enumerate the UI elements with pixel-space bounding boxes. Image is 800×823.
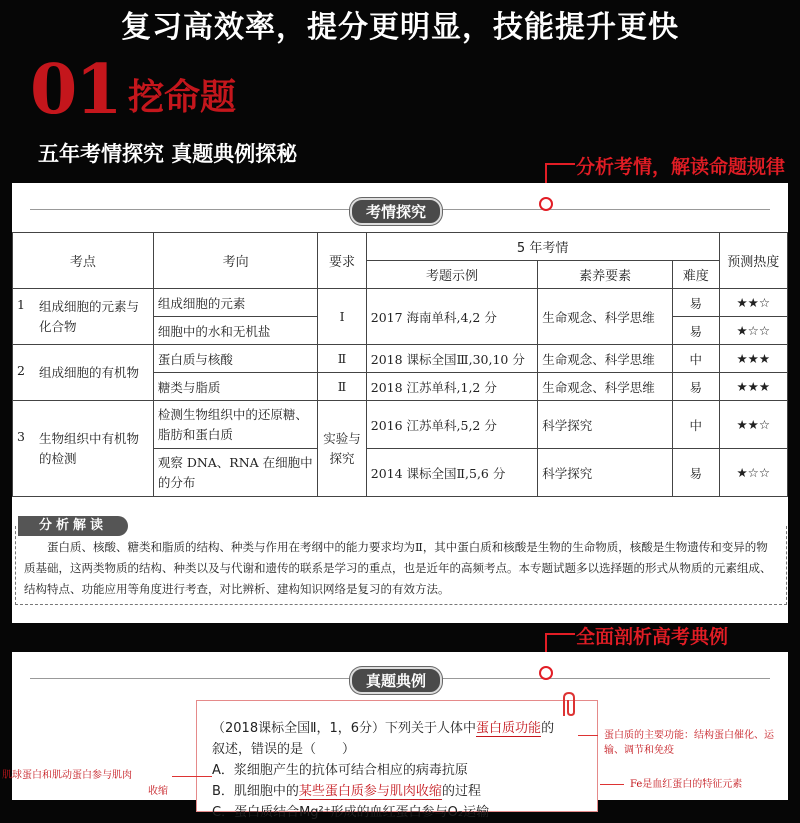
note-line — [578, 735, 598, 736]
question-text — [212, 718, 592, 823]
direction-cell: 细胞中的水和无机盐 — [153, 317, 318, 345]
table-row — [13, 345, 788, 373]
topic-cell: 1 组成细胞的元素与化合物 — [13, 289, 154, 345]
th-requirement: 要求 — [318, 233, 366, 289]
literacy-cell: 科学探究 — [538, 449, 673, 497]
example-cell: 2014 课标全国Ⅱ,5,6 分 — [366, 449, 538, 497]
difficulty-cell: 易 — [673, 449, 719, 497]
option-a: A．浆细胞产生的抗体可结合相应的病毒抗原 — [212, 763, 468, 778]
literacy-cell: 生命观念、科学思维 — [538, 289, 673, 345]
forecast-stars: ★★★ — [719, 373, 787, 401]
option-c: C．蛋白质结合Mg²⁺形成的血红蛋白参与O₂运输 — [212, 805, 490, 820]
difficulty-cell: 中 — [673, 401, 719, 449]
topic-cell: 2 组成细胞的有机物 — [13, 345, 154, 401]
analysis-label: 分析解读 — [18, 516, 128, 536]
literacy-cell: 科学探究 — [538, 401, 673, 449]
callout-top: 分析考情，解读命题规律 — [576, 156, 786, 178]
question-stem: （2018课标全国Ⅱ，1，6分）下列关于人体中蛋白质功能的 — [212, 721, 555, 736]
analysis-text: 蛋白质、核酸、糖类和脂质的结构、种类与作用在考纲中的能力要求均为Ⅱ，其中蛋白质和核酸是生物的生命物质，核酸是生物遗传和变异的物质基础，这两类物质的结构、种类以及与代谢和遗传的联系是学习的重点，也是近年的高频考点。本专题试题多以选择题的形式从物质的元素组成、结构特点、功能应用等角度进行考查，对比辨析、建构知识网络是复习的有效方法。 — [24, 540, 772, 596]
difficulty-cell: 易 — [673, 373, 719, 401]
forecast-stars: ★☆☆ — [719, 317, 787, 345]
direction-cell: 蛋白质与核酸 — [153, 345, 318, 373]
table-row — [13, 289, 788, 317]
note-iron-element: Fe是血红蛋白的特征元素 — [630, 779, 743, 790]
th-difficulty: 难度 — [673, 261, 719, 289]
topic-cell: 3 生物组织中有机物的检测 — [13, 401, 154, 497]
panel-title-badge: 真题典例 — [350, 667, 442, 694]
th-direction: 考向 — [153, 233, 318, 289]
example-cell: 2018 江苏单科,1,2 分 — [366, 373, 538, 401]
highlight-muscle-contraction: 某些蛋白质参与肌肉收缩 — [298, 784, 442, 799]
forecast-stars: ★☆☆ — [719, 449, 787, 497]
option-b: B．肌细胞中的某些蛋白质参与肌肉收缩的过程 — [212, 784, 481, 799]
section-number: 01 — [30, 50, 121, 130]
requirement-cell: Ⅰ — [318, 289, 366, 345]
forecast-stars: ★★★ — [719, 345, 787, 373]
th-example: 考题示例 — [366, 261, 538, 289]
direction-cell: 组成细胞的元素 — [153, 289, 318, 317]
requirement-cell: 实验与探究 — [318, 401, 366, 497]
th-point: 考点 — [13, 233, 154, 289]
callout-bottom: 全面剖析高考典例 — [576, 626, 729, 648]
difficulty-cell: 易 — [673, 289, 719, 317]
th-five-year: 5 年考情 — [366, 233, 719, 261]
th-literacy: 素养要素 — [538, 261, 673, 289]
banner-slogan: 复习高效率，提分更明显，技能提升更快 — [121, 10, 679, 45]
difficulty-cell: 中 — [673, 345, 719, 373]
note-line — [172, 776, 212, 777]
callout-bottom-pin — [539, 666, 553, 680]
paperclip-icon — [558, 690, 580, 720]
exam-table — [12, 232, 788, 497]
direction-cell: 观察 DNA、RNA 在细胞中的分布 — [153, 449, 318, 497]
callout-top-pin — [539, 197, 553, 211]
note-protein-function: 蛋白质的主要功能：结构蛋白催化、运输、调节和免疫 — [604, 730, 774, 756]
forecast-stars: ★★☆ — [719, 289, 787, 317]
section-title: 挖命题 — [128, 77, 237, 118]
note-muscle-proteins: 肌球蛋白和肌动蛋白参与肌肉 — [2, 770, 132, 781]
note-line — [600, 784, 624, 785]
requirement-cell: Ⅱ — [318, 345, 366, 373]
direction-cell: 糖类与脂质 — [153, 373, 318, 401]
callout-top-line — [545, 163, 575, 165]
requirement-cell: Ⅱ — [318, 373, 366, 401]
example-cell: 2016 江苏单科,5,2 分 — [366, 401, 538, 449]
table-row — [13, 401, 788, 449]
th-forecast: 预测热度 — [719, 233, 787, 289]
question-stem-line2: 叙述，错误的是（ ） — [212, 742, 356, 757]
panel-title-badge: 考情探究 — [350, 198, 442, 225]
callout-bottom-line — [545, 633, 575, 635]
forecast-stars: ★★☆ — [719, 401, 787, 449]
note-muscle-proteins-2: 收缩 — [148, 786, 168, 797]
example-cell: 2018 课标全国Ⅲ,30,10 分 — [366, 345, 538, 373]
literacy-cell: 生命观念、科学思维 — [538, 345, 673, 373]
literacy-cell: 生命观念、科学思维 — [538, 373, 673, 401]
direction-cell: 检测生物组织中的还原糖、脂肪和蛋白质 — [153, 401, 318, 449]
difficulty-cell: 易 — [673, 317, 719, 345]
example-cell: 2017 海南单科,4,2 分 — [366, 289, 538, 345]
section-subtitle: 五年考情探究 真题典例探秘 — [38, 142, 298, 166]
highlight-protein-function: 蛋白质功能 — [476, 721, 542, 736]
